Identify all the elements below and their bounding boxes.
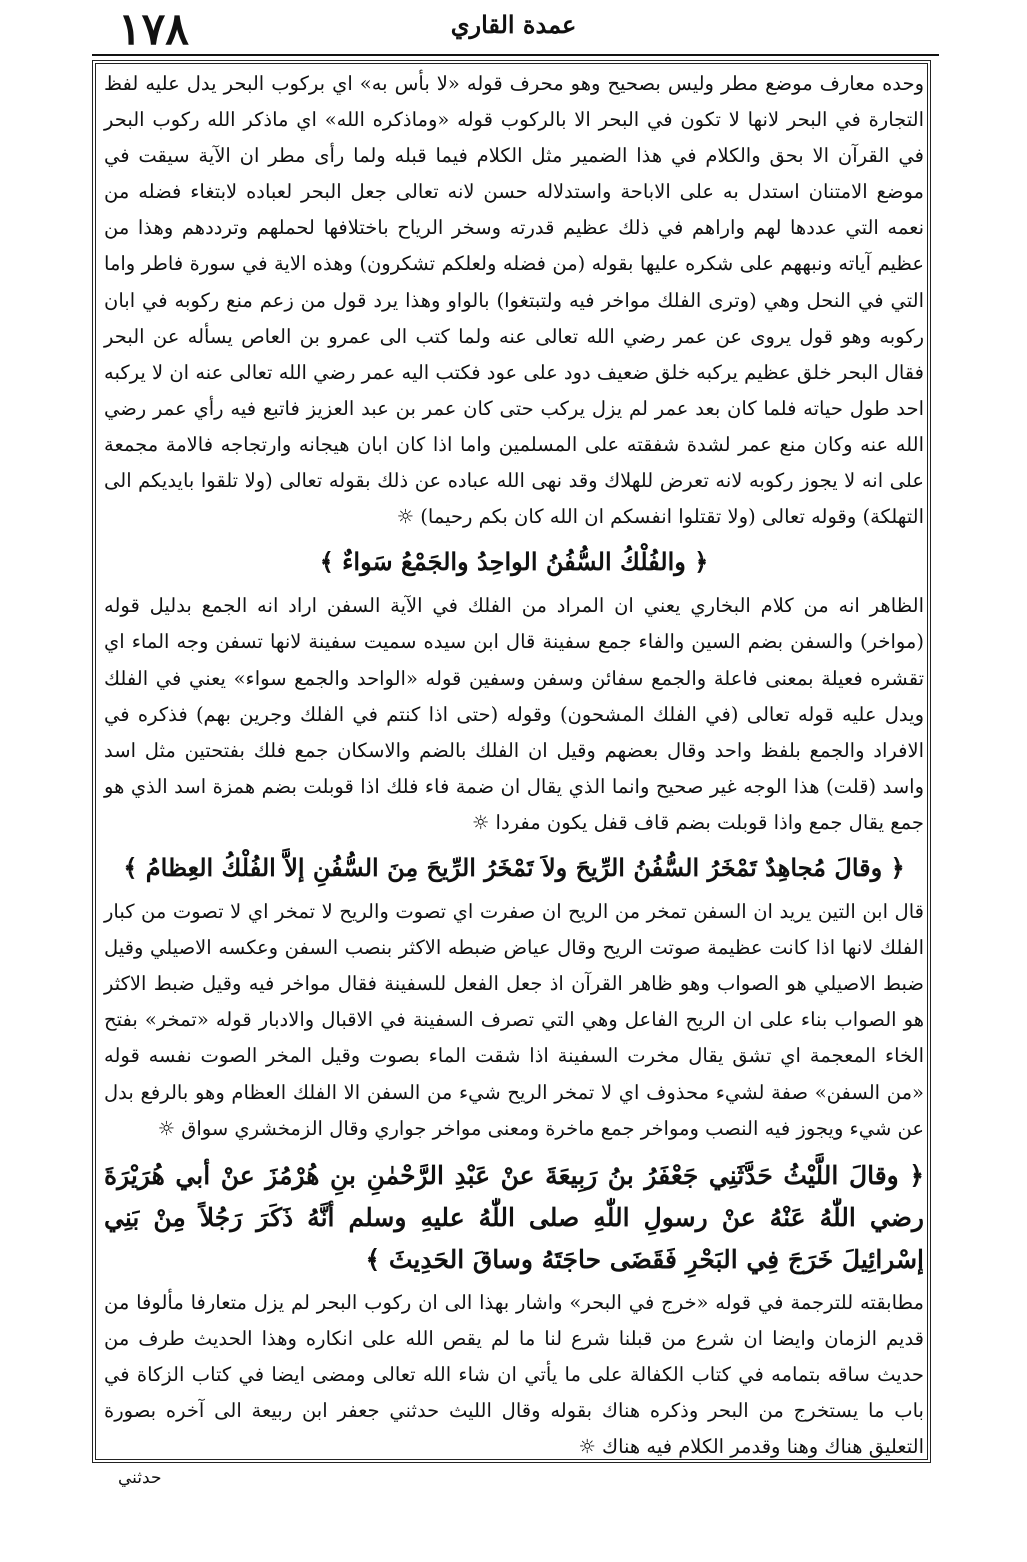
header-rule xyxy=(92,54,939,56)
commentary-paragraph-2: الظاهر انه من كلام البخاري يعني ان المراد من الفلك في الآية السفن اراد انه الجمع بدليل قوله (مواخر) والسفن بضم السين والفاء جمع سفينة قال ابن سيده سميت سفينة لانها تسفن وجه الماء اي تقشره فعيلة بمعنى فاعلة والجمع سفائن وسفن وسفين قوله «الواحد والجمع سواء» يعني في الفلك ويدل عليه قوله تعالى (في الفلك المشحون) وقوله (حتى اذا كنتم في الفلك وجرين بهم) فذكره في الافراد والجمع بلفظ واحد وقال بعضهم وقيل ان الفلك بالضم والاسكان جمع فلك بفتحتين مثل اسد واسد (قلت) هذا الوجه غير صحيح وانما الذي يقال ان ضمة فاء فلك اذا قوبلت بضم همزة اسد الذي هو جمع يقال جمع واذا قوبلت بضم قاف قفل يكون مفردا ☼ xyxy=(104,594,924,834)
section-heading-fulk: ﴿ والفُلْكُ السُّفُنُ الواحِدُ والجَمْعُ سَواءٌ ﴾ xyxy=(319,547,709,577)
commentary-paragraph-4: مطابقته للترجمة في قوله «خرج في البحر» واشار بهذا الى ان ركوب البحر لم يزل متعارفا مألوفا من قديم الزمان وايضا ان شرع من قبلنا شرع لنا ما لم يقص الله على انكاره وهذا الحديث طرف من حديث ساقه بتمامه في كتاب الكفالة على ما يأتي ان شاء الله تعالى ومضى ايضا في كتاب الزكاة في باب ما يستخرج من البحر وذكره هناك بقوله وقال الليث حدثني جعفر ابن ربيعة الى آخره بصورة التعليق هناك وهنا وقدمر الكلام فيه هناك ☼ xyxy=(104,1290,924,1459)
page-number: ١٧٨ xyxy=(118,4,189,55)
hadith-text: ﴿ وقالَ اللَّيْثُ حَدَّثَنِي جَعْفَرُ بنُ رَبِيعَةَ عنْ عَبْدِ الرَّحْمٰنِ بنِ هُرْمُزَ عنْ أبي هُرَيْرَةَ رضي اللّٰهُ عَنْهُ عنْ رسولِ اللّٰهِ صلى اللّٰهُ عليهِ وسلم أنَّهُ ذَكَرَ رَجُلاً مِنْ بَنِي إسْرائِيلَ خَرَجَ فِي البَحْرِ فَقَضَى حاجَتَهُ وساقَ الحَدِيثَ ﴾ xyxy=(104,1160,924,1274)
main-text xyxy=(104,66,924,1465)
catchword: حدثني xyxy=(118,1468,162,1488)
section-heading-mujahid: ﴿ وقالَ مُجاهِدٌ تَمْخَرُ السُّفُنُ الرِّيحَ ولاَ تَمْخَرُ الرِّيحَ مِنَ السُّفُنِ إلاَّ الفُلْكُ العِظامُ ﴾ xyxy=(123,852,905,882)
running-title: عمدة القاري xyxy=(450,10,577,39)
commentary-paragraph-3: قال ابن التين يريد ان السفن تمخر من الريح ان صفرت اي تصوت والريح لا تمخر اي لا تصوت من كبار الفلك لانها اذا كانت عظيمة صوتت الريح وقال عياض ضبطه الاكثر بنصب السفن وعكسه الاصيلي وقيل ضبط الاصيلي هو الصواب وهو ظاهر القرآن اذ جعل الفعل للسفينة فقال مواخر فيه وقيل ضبط الاكثر هو الصواب بناء على ان الريح الفاعل وهي التي تصرف السفينة في الاقبال والادبار قوله «تمخر» بفتح الخاء المعجمة اي تشق يقال مخرت السفينة اذا شقت الماء بصوت وقيل المخر الصوت نفسه قوله «من السفن» صفة لشيء محذوف اي لا تمخر الريح شيء من السفن الا الفلك العظام وهو بالرفع بدل عن شيء ويجوز فيه النصب ومواخر جمع ماخرة ومعنى مواخر جواري وقال الزمخشري سواق ☼ xyxy=(104,900,924,1140)
commentary-paragraph-1: وحده معارف موضع مطر وليس بصحيح وهو محرف قوله «لا بأس به» اي بركوب البحر يدل عليه لفظ التجارة في البحر لانها لا تكون في البحر الا بالركوب قوله «وماذكره الله» اي ماذكر الله ركوب البحر في القرآن الا بحق والكلام في هذا الضمير مثل الكلام فيما قبله ولما رأى مطر ان الآية سيقت في موضع الامتنان استدل به على الاباحة واستدلاله حسن لانه تعالى جعل البحر لعباده لابتغاء فضله من نعمه التي عددها لهم واراهم في ذلك عظيم قدرته وسخر الرياح باختلافها لحملهم وترددهم وهذا من عظيم آياته ونبههم على شكره عليها بقوله (من فضله ولعلكم تشكرون) وهذه الاية في سورة فاطر واما التي في النحل وهي (وترى الفلك مواخر فيه ولتبتغوا) بالواو وهذا يرد قول من زعم منع ركوبه في ابان ركوبه وهو قول يروى عن عمر رضي الله تعالى عنه ولما كتب الى عمرو بن العاص يسأله عن البحر فقال البحر خلق عظيم يركبه خلق ضعيف دود على عود فكتب اليه عمر رضي الله تعالى عنه ان لا يركبه احد طول حياته فلما كان بعد عمر لم يزل يركب حتى كان عمر بن عبد العزيز فاتبع فيه رأي عمر رضي الله عنه وكان منع عمر لشدة شفقته على المسلمين واما اذا كان ابان هيجانه وارتجاجه فالامة مجمعة على انه لا يجوز ركوبه لانه تعرض للهلاك وقد نهى الله عباده عن ذلك بقوله تعالى (ولا تلقوا بايديكم الى التهلكة) وقوله تعالى (ولا تقتلوا انفسكم ان الله كان بكم رحيما) ☼ xyxy=(104,72,924,529)
